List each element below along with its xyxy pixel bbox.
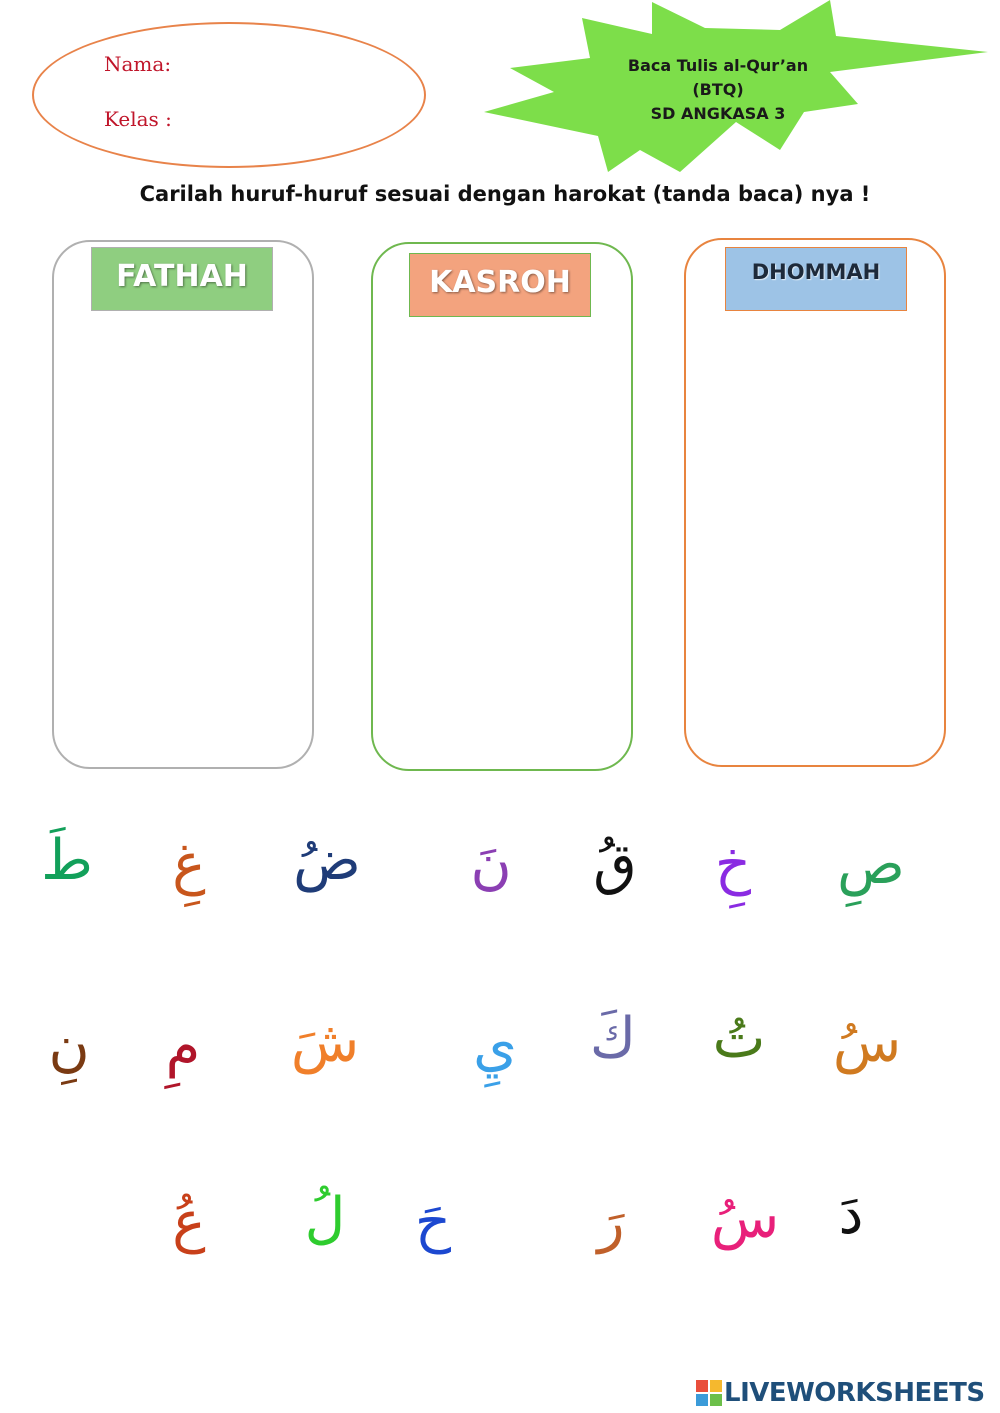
draggable-letter[interactable]: يِ bbox=[473, 1014, 517, 1079]
draggable-letter[interactable]: مِ bbox=[165, 1014, 201, 1079]
kasroh-drop-box[interactable] bbox=[371, 242, 633, 771]
class-label: Kelas : bbox=[104, 107, 172, 131]
draggable-letter[interactable]: نِ bbox=[48, 1014, 90, 1079]
logo-text: LIVEWORKSHEETS bbox=[724, 1378, 985, 1408]
draggable-letter[interactable]: صِ bbox=[837, 832, 905, 897]
name-label: Nama: bbox=[104, 52, 172, 76]
draggable-letter[interactable]: سُ bbox=[710, 1186, 780, 1251]
draggable-letter[interactable]: كَ bbox=[589, 1006, 637, 1071]
footer-logo bbox=[696, 1376, 985, 1410]
draggable-letter[interactable]: دَ bbox=[838, 1182, 864, 1247]
fathah-label: FATHAH bbox=[91, 247, 273, 311]
student-info-oval bbox=[32, 22, 426, 168]
dhommah-drop-box[interactable] bbox=[684, 238, 946, 767]
draggable-letter[interactable]: حَ bbox=[414, 1190, 452, 1255]
draggable-letter[interactable]: تُ bbox=[712, 1006, 766, 1071]
draggable-letter[interactable]: خِ bbox=[714, 832, 752, 897]
draggable-letter[interactable]: قُ bbox=[593, 832, 637, 897]
instruction-text: Carilah huruf-huruf sesuai dengan harokat (tanda baca) nya ! bbox=[139, 182, 871, 206]
school-name: SD ANGKASA 3 bbox=[650, 104, 786, 123]
draggable-letter[interactable]: سُ bbox=[832, 1010, 902, 1075]
dhommah-label: DHOMMAH bbox=[725, 247, 907, 311]
draggable-letter[interactable]: لُ bbox=[304, 1186, 346, 1251]
course-title: Baca Tulis al-Qur’an bbox=[627, 56, 809, 75]
liveworksheets-icon bbox=[696, 1380, 722, 1406]
course-abbrev: (BTQ) bbox=[692, 80, 744, 99]
draggable-letter[interactable]: رَ bbox=[597, 1190, 625, 1255]
draggable-letter[interactable]: شَ bbox=[290, 1010, 360, 1075]
draggable-letter[interactable]: غِ bbox=[172, 832, 206, 897]
draggable-letter[interactable]: عُ bbox=[172, 1190, 206, 1255]
draggable-letter[interactable]: نَ bbox=[470, 832, 512, 897]
draggable-letter[interactable]: ضُ bbox=[293, 828, 361, 893]
kasroh-label: KASROH bbox=[409, 253, 591, 317]
fathah-drop-box[interactable] bbox=[52, 240, 314, 769]
draggable-letter[interactable]: طَ bbox=[41, 828, 93, 893]
